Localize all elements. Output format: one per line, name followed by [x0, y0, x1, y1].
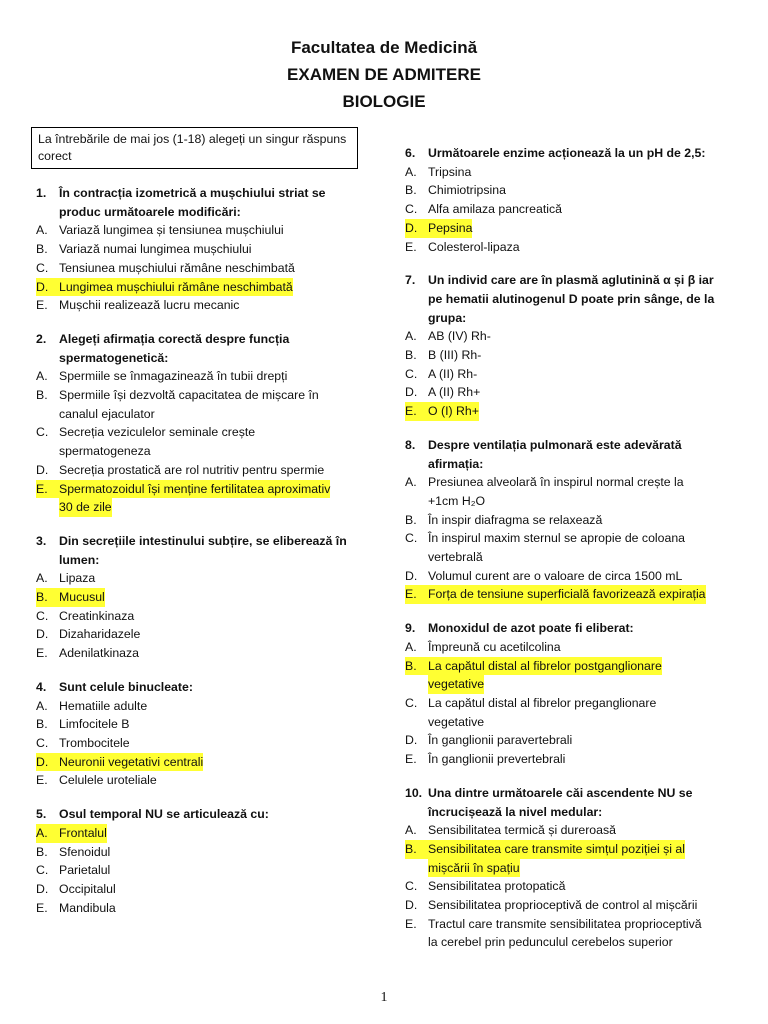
- answer-option: [36, 386, 376, 405]
- question-number: [405, 290, 428, 309]
- question-text-line: [405, 619, 750, 638]
- document-header: [0, 34, 768, 115]
- option-text: Sensibilitatea protopatică: [428, 879, 566, 894]
- correct-answer-text: mișcării în spațiu: [428, 859, 520, 878]
- option-text: Sfenoidul: [59, 844, 111, 859]
- option-letter: B.: [405, 657, 428, 676]
- option-letter: A.: [36, 698, 48, 713]
- option-text: canalul ejaculator: [59, 406, 155, 421]
- option-letter: A.: [36, 223, 48, 238]
- question-block: [36, 184, 376, 315]
- answer-option: [405, 657, 750, 676]
- answer-option: [405, 346, 750, 365]
- option-text: Variază numai lungimea mușchiului: [59, 242, 252, 257]
- answer-option: [36, 296, 376, 315]
- question-block: [405, 784, 750, 952]
- option-text: AB (IV) Rh-: [428, 329, 491, 344]
- answer-option: [36, 715, 376, 734]
- question-text-line: [405, 290, 750, 309]
- answer-option: [36, 498, 376, 517]
- option-letter: D.: [405, 219, 428, 238]
- question-number: 5.: [36, 807, 47, 822]
- answer-option: [36, 771, 376, 790]
- answer-option: [36, 625, 376, 644]
- left-column: [36, 184, 376, 932]
- option-letter: E.: [36, 773, 48, 788]
- option-text: Mandibula: [59, 900, 116, 915]
- question-text-line: [405, 271, 750, 290]
- question-text-line: [36, 532, 376, 551]
- answer-option: [36, 607, 376, 626]
- question-text-line: [36, 330, 376, 349]
- question-text: încrucișează la nivel medular:: [428, 804, 603, 819]
- answer-option: [405, 896, 750, 915]
- option-letter: [36, 442, 59, 461]
- option-text: vegetative: [428, 714, 485, 729]
- correct-answer-text: Neuronii vegetativi centrali: [59, 753, 203, 772]
- instructions-box: La întrebările de mai jos (1-18) alegeți un singur răspuns corect: [31, 127, 358, 169]
- answer-option: [36, 423, 376, 442]
- option-letter: E.: [405, 239, 417, 254]
- answer-option: [36, 569, 376, 588]
- option-letter: A.: [405, 164, 417, 179]
- option-letter: B.: [36, 588, 59, 607]
- page-number: 1: [380, 990, 388, 1005]
- exam-title: EXAMEN DE ADMITERE: [287, 65, 481, 84]
- option-letter: [405, 933, 428, 952]
- answer-option: [405, 402, 750, 421]
- question-number: [405, 309, 428, 328]
- answer-option: [36, 480, 376, 499]
- correct-answer-text: Forța de tensiune superficială favorizează expirația: [428, 585, 706, 604]
- correct-answer-text: 30 de zile: [59, 498, 112, 517]
- option-text: Parietalul: [59, 863, 111, 878]
- option-text: Presiunea alveolară în inspirul normal crește la: [428, 475, 684, 490]
- option-text: Sensibilitatea termică și dureroasă: [428, 823, 616, 838]
- option-letter: [405, 675, 428, 694]
- question-block: [36, 805, 376, 917]
- answer-option: [405, 713, 750, 732]
- question-number: 3.: [36, 533, 47, 548]
- option-letter: D.: [36, 753, 59, 772]
- answer-option: [405, 567, 750, 586]
- answer-option: [405, 492, 750, 511]
- option-letter: C.: [405, 202, 418, 217]
- option-text: Mușchii realizează lucru mecanic: [59, 298, 240, 313]
- question-text: pe hematii alutinogenul D poate prin sânge, de la: [428, 291, 715, 306]
- answer-option: [36, 644, 376, 663]
- question-text-line: [36, 203, 376, 222]
- option-text: Chimiotripsina: [428, 183, 506, 198]
- question-text: Monoxidul de azot poate fi eliberat:: [428, 621, 634, 636]
- question-block: [405, 619, 750, 769]
- option-letter: C.: [405, 695, 418, 710]
- option-letter: E.: [405, 585, 428, 604]
- question-number: 1.: [36, 186, 47, 200]
- option-text: Tractul care transmite sensibilitatea proprioceptivă: [428, 916, 702, 931]
- option-letter: E.: [36, 480, 59, 499]
- option-letter: D.: [36, 881, 49, 896]
- correct-answer-text: Frontalul: [59, 824, 107, 843]
- option-letter: B.: [36, 844, 48, 859]
- question-text-line: [405, 436, 750, 455]
- option-letter: B.: [36, 717, 48, 732]
- option-letter: D.: [36, 627, 49, 642]
- answer-option: [405, 859, 750, 878]
- question-text: Osul temporal NU se articulează cu:: [59, 807, 269, 822]
- option-text: Secreția prostatică are rol nutritiv pentru spermie: [59, 462, 325, 477]
- answer-option: [405, 585, 750, 604]
- option-letter: C.: [36, 608, 49, 623]
- question-text-line: [405, 144, 750, 163]
- answer-option: [405, 933, 750, 952]
- option-text: Spermiile se înmagazinează în tubii drepți: [59, 369, 288, 384]
- right-column: [405, 144, 750, 967]
- answer-option: [405, 238, 750, 257]
- option-letter: A.: [36, 571, 48, 586]
- correct-answer-text: Sensibilitatea care transmite simțul poziției și al: [428, 840, 685, 859]
- question-number: [36, 551, 59, 570]
- question-block: [36, 532, 376, 663]
- question-number: 7.: [405, 273, 416, 288]
- correct-answer-text: La capătul distal al fibrelor postganglionare: [428, 657, 662, 676]
- question-text: produc următoarele modificări:: [59, 204, 241, 219]
- option-letter: B.: [405, 840, 428, 859]
- option-letter: [405, 859, 428, 878]
- question-text: Din secrețiile intestinului subțire, se eliberează în: [59, 533, 347, 548]
- option-letter: D.: [36, 278, 59, 297]
- option-letter: B.: [405, 348, 417, 363]
- answer-option: [36, 405, 376, 424]
- option-letter: E.: [405, 752, 417, 767]
- option-letter: A.: [36, 824, 59, 843]
- option-letter: E.: [36, 646, 48, 661]
- answer-option: [405, 383, 750, 402]
- answer-option: [405, 840, 750, 859]
- question-number: 8.: [405, 437, 416, 452]
- option-text: la cerebel prin pedunculul cerebelos superior: [428, 935, 673, 950]
- answer-option: [405, 915, 750, 934]
- option-text: Celulele uroteliale: [59, 773, 157, 788]
- answer-option: [36, 697, 376, 716]
- option-letter: C.: [36, 260, 49, 275]
- option-letter: E.: [36, 298, 48, 313]
- question-text: În contracția izometrică a mușchiului striat se: [59, 186, 326, 200]
- option-letter: [405, 548, 428, 567]
- question-text-line: [36, 678, 376, 697]
- option-letter: [36, 405, 59, 424]
- answer-option: [405, 511, 750, 530]
- question-text: Despre ventilația pulmonară este adevărată: [428, 437, 682, 452]
- question-text: Sunt celule binucleate:: [59, 679, 193, 694]
- question-number: 2.: [36, 331, 47, 346]
- option-text: Împreună cu acetilcolina: [428, 639, 561, 654]
- subject-title: BIOLOGIE: [342, 92, 426, 111]
- answer-option: [405, 163, 750, 182]
- option-text: Dizaharidazele: [59, 627, 141, 642]
- answer-option: [405, 675, 750, 694]
- option-text: În ganglionii paravertebrali: [428, 733, 573, 748]
- faculty-title: Facultatea de Medicină: [290, 38, 478, 57]
- option-letter: E.: [405, 916, 417, 931]
- option-text: Tensiunea mușchiului rămâne neschimbată: [59, 260, 295, 275]
- correct-answer-text: Pepsina: [428, 219, 472, 238]
- question-text-line: [405, 455, 750, 474]
- answer-option: [405, 821, 750, 840]
- answer-option: [36, 588, 376, 607]
- answer-option: [36, 734, 376, 753]
- option-text: În inspir diafragma se relaxează: [428, 512, 603, 527]
- answer-option: [405, 473, 750, 492]
- question-number: [405, 803, 428, 822]
- option-letter: [405, 492, 428, 511]
- option-text: A (II) Rh-: [428, 366, 478, 381]
- option-letter: D.: [405, 898, 418, 913]
- answer-option: [405, 731, 750, 750]
- option-letter: E.: [405, 402, 428, 421]
- answer-option: [405, 181, 750, 200]
- question-block: [36, 678, 376, 790]
- option-text: Variază lungimea și tensiunea mușchiului: [59, 223, 284, 238]
- option-text: Colesterol-lipaza: [428, 239, 520, 254]
- question-number: 10.: [405, 785, 423, 800]
- option-text: Lipaza: [59, 571, 96, 586]
- option-text: În inspirul maxim sternul se apropie de coloana: [428, 531, 686, 546]
- answer-option: [36, 899, 376, 918]
- question-number: 4.: [36, 679, 47, 694]
- answer-option: [405, 327, 750, 346]
- question-number: [405, 455, 428, 474]
- option-letter: [405, 713, 428, 732]
- answer-option: [405, 638, 750, 657]
- answer-option: [36, 278, 376, 297]
- option-letter: A.: [405, 329, 417, 344]
- option-letter: B.: [36, 388, 48, 403]
- answer-option: [36, 861, 376, 880]
- question-text: Alegeți afirmația corectă despre funcția: [59, 331, 290, 346]
- question-text-line: [405, 784, 750, 803]
- correct-answer-text: O (I) Rh+: [428, 402, 479, 421]
- answer-option: [36, 461, 376, 480]
- answer-option: [36, 753, 376, 772]
- question-text: Un individ care are în plasmă aglutinină α și β iar: [428, 273, 714, 288]
- option-text: Trombocitele: [59, 735, 130, 750]
- answer-option: [405, 877, 750, 896]
- option-text: vertebrală: [428, 550, 483, 565]
- question-text-line: [36, 349, 376, 368]
- answer-option: [36, 367, 376, 386]
- option-text: +1cm H₂O: [428, 493, 486, 508]
- option-letter: C.: [36, 735, 49, 750]
- option-letter: C.: [405, 366, 418, 381]
- correct-answer-text: Mucusul: [59, 588, 105, 607]
- option-letter: D.: [405, 733, 418, 748]
- option-text: Creatinkinaza: [59, 608, 135, 623]
- answer-option: [36, 221, 376, 240]
- option-letter: B.: [36, 242, 48, 257]
- option-text: Spermiile își dezvoltă capacitatea de mișcare în: [59, 388, 319, 403]
- option-text: Alfa amilaza pancreatică: [428, 202, 562, 217]
- option-letter: C.: [36, 425, 49, 440]
- question-number: [36, 349, 59, 368]
- option-text: spermatogeneza: [59, 444, 151, 459]
- answer-option: [405, 200, 750, 219]
- answer-option: [36, 240, 376, 259]
- question-number: 6.: [405, 146, 416, 160]
- answer-option: [405, 694, 750, 713]
- option-letter: B.: [405, 512, 417, 527]
- option-letter: D.: [405, 568, 418, 583]
- option-letter: A.: [36, 369, 48, 384]
- question-text: grupa:: [428, 310, 467, 325]
- question-text: spermatogenetică:: [59, 350, 169, 365]
- answer-option: [405, 548, 750, 567]
- option-text: Volumul curent are o valoare de circa 1500 mL: [428, 568, 683, 583]
- answer-option: [405, 219, 750, 238]
- option-letter: D.: [405, 385, 418, 400]
- correct-answer-text: Lungimea mușchiului rămâne neschimbată: [59, 278, 293, 297]
- answer-option: [36, 259, 376, 278]
- option-letter: D.: [36, 462, 49, 477]
- question-block: [405, 436, 750, 604]
- question-text-line: [36, 184, 376, 203]
- option-text: Sensibilitatea proprioceptivă de control al mișcării: [428, 898, 698, 913]
- question-text-line: [405, 803, 750, 822]
- question-number: 9.: [405, 621, 416, 636]
- question-text: Următoarele enzime acționează la un pH de 2,5:: [428, 146, 706, 160]
- question-text-line: [405, 309, 750, 328]
- answer-option: [405, 529, 750, 548]
- answer-option: [405, 365, 750, 384]
- option-letter: B.: [405, 183, 417, 198]
- question-text-line: [36, 551, 376, 570]
- option-letter: [36, 498, 59, 517]
- option-letter: C.: [36, 863, 49, 878]
- option-letter: C.: [405, 531, 418, 546]
- question-block: [405, 271, 750, 421]
- option-letter: C.: [405, 879, 418, 894]
- option-letter: A.: [405, 639, 417, 654]
- answer-option: [36, 880, 376, 899]
- option-letter: E.: [36, 900, 48, 915]
- answer-option: [405, 750, 750, 769]
- option-text: Hematiile adulte: [59, 698, 148, 713]
- option-text: Tripsina: [428, 164, 472, 179]
- answer-option: [36, 442, 376, 461]
- question-block: [36, 330, 376, 517]
- option-text: În ganglionii prevertebrali: [428, 752, 566, 767]
- question-text: afirmația:: [428, 456, 484, 471]
- correct-answer-text: vegetative: [428, 675, 484, 694]
- correct-answer-text: Spermatozoidul își menține fertilitatea aproximativ: [59, 480, 330, 499]
- option-text: Adenilatkinaza: [59, 646, 139, 661]
- answer-option: [36, 824, 376, 843]
- question-block: [405, 144, 750, 256]
- question-text: Una dintre următoarele căi ascendente NU se: [428, 785, 693, 800]
- answer-option: [36, 843, 376, 862]
- option-text: Limfocitele B: [59, 717, 130, 732]
- option-text: Occipitalul: [59, 881, 116, 896]
- question-text-line: [36, 805, 376, 824]
- option-letter: A.: [405, 823, 417, 838]
- option-letter: A.: [405, 475, 417, 490]
- option-text: La capătul distal al fibrelor preganglionare: [428, 695, 657, 710]
- option-text: B (III) Rh-: [428, 348, 482, 363]
- question-text: lumen:: [59, 552, 100, 567]
- option-text: A (II) Rh+: [428, 385, 481, 400]
- question-number: [36, 203, 59, 222]
- option-text: Secreția veziculelor seminale crește: [59, 425, 256, 440]
